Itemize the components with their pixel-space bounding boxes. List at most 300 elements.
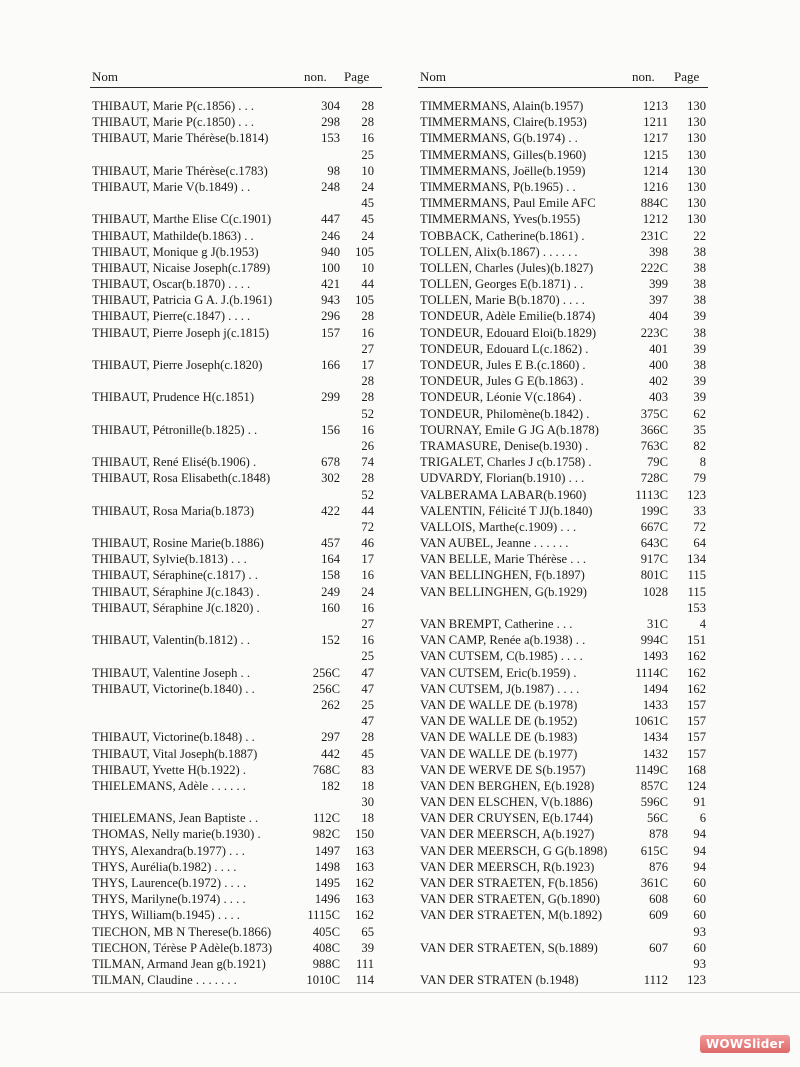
entry-number: 166: [321, 358, 340, 372]
entry-page: 47: [361, 714, 374, 729]
entry-number: 375C: [640, 406, 668, 421]
index-entry: [90, 859, 382, 875]
entry-number: 156: [321, 422, 340, 437]
entry-name: TIMMERMANS, Claire(b.1953): [420, 115, 587, 130]
entry-number: 304: [321, 99, 340, 113]
entry-page: 16: [361, 568, 374, 583]
entry-name: THIELEMANS, Jean Baptiste . .: [92, 811, 259, 826]
index-entry: [418, 260, 708, 276]
index-entry: [418, 826, 708, 842]
index-entry: [90, 616, 382, 632]
index-entry: [90, 211, 382, 227]
entry-number: 878: [649, 827, 668, 842]
entry-name: VAN DEN BERGHEN, E(b.1928): [420, 778, 595, 793]
entry-page: 157: [687, 730, 706, 745]
entry-name: VAN DE WALLE DE (b.1978): [420, 697, 578, 712]
entry-page: 60: [693, 876, 706, 890]
entry-page: 39: [693, 341, 706, 356]
entry-page: 47: [361, 681, 374, 696]
entry-name: THIBAUT, Sylvie(b.1813) . . .: [92, 552, 247, 567]
entry-number: 297: [321, 730, 340, 745]
entry-name: TIECHON, Térèse P Adèle(b.1873): [92, 940, 273, 955]
entry-number: 399: [649, 277, 668, 292]
header-name: Nom: [420, 69, 446, 84]
entry-name: THIELEMANS, Adèle . . . . . .: [92, 778, 246, 793]
index-entry: [418, 470, 708, 486]
entry-number: 442: [321, 746, 340, 761]
entry-page: 16: [361, 131, 374, 146]
index-entry: [90, 535, 382, 551]
entry-number: 79C: [647, 455, 668, 470]
entry-number: 164: [321, 552, 340, 567]
entry-name: VAN CAMP, Renée a(b.1938) . .: [420, 633, 586, 648]
entry-name: THIBAUT, Marie P(c.1856) . . .: [92, 99, 255, 113]
index-entry: [90, 519, 382, 535]
entry-page: 16: [361, 633, 374, 648]
index-entry: [90, 551, 382, 567]
index-entry: [418, 648, 708, 664]
entry-number: 940: [321, 244, 340, 259]
entry-number: 609: [649, 908, 668, 923]
entry-page: 168: [687, 762, 706, 777]
index-entry: [418, 308, 708, 324]
entry-number: 457: [321, 536, 340, 551]
index-entry: [418, 535, 708, 551]
entry-number: 31C: [647, 617, 668, 631]
entry-number: 397: [649, 293, 668, 308]
index-entry: [418, 114, 708, 130]
index-entry: [418, 487, 708, 503]
index-entry: [418, 810, 708, 826]
entry-page: 17: [361, 552, 374, 567]
entry-page: 151: [687, 633, 706, 648]
entry-number: 643C: [640, 536, 668, 551]
index-entry: [90, 98, 382, 114]
entry-page: 130: [687, 131, 706, 146]
entry-name: THYS, Marilyne(b.1974) . . . .: [92, 892, 246, 907]
entry-name: TONDEUR, Adèle Emilie(b.1874): [420, 309, 596, 324]
index-entry: [418, 325, 708, 341]
index-entry: [418, 357, 708, 373]
entry-page: 38: [693, 325, 706, 340]
entry-page: 153: [687, 600, 706, 615]
index-entry: [418, 341, 708, 357]
index-entry: [90, 956, 382, 972]
entry-name: THIBAUT, Pétronille(b.1825) . .: [92, 422, 258, 437]
entry-name: THIBAUT, Valentine Joseph . .: [92, 665, 250, 680]
entry-number: 1112: [643, 973, 668, 988]
entry-name: TONDEUR, Jules G E(b.1863) .: [420, 374, 584, 389]
entry-page: 162: [355, 876, 374, 890]
index-entry: [90, 195, 382, 211]
entry-name: VAN DER MEERSCH, A(b.1927): [420, 827, 595, 842]
entry-name: VAN DER STRAETEN, S(b.1889): [420, 940, 598, 955]
index-entry: [418, 163, 708, 179]
entry-name: THIBAUT, Rosine Marie(b.1886): [92, 536, 264, 551]
entry-name: TOLLEN, Charles (Jules)(b.1827): [420, 260, 594, 275]
entry-page: 130: [687, 115, 706, 130]
index-entry: [90, 697, 382, 713]
entry-name: VAN DER MEERSCH, R(b.1923): [420, 859, 595, 874]
entry-name: TONDEUR, Jules E B.(c.1860) .: [420, 358, 586, 372]
entry-name: TRIGALET, Charles J c(b.1758) .: [420, 455, 592, 470]
entry-name: VAN DER STRAETEN, F(b.1856): [420, 876, 598, 890]
index-entry: [90, 163, 382, 179]
entry-name: TOBBACK, Catherine(b.1861) .: [420, 228, 585, 243]
entry-page: 38: [693, 277, 706, 292]
index-entry: [418, 422, 708, 438]
index-entry: [90, 292, 382, 308]
entry-page: 44: [361, 503, 374, 518]
entry-name: THIBAUT, Patricia G A. J.(b.1961): [92, 293, 273, 308]
entry-number: 1215: [642, 147, 668, 162]
index-entry: [418, 940, 708, 956]
entry-number: 943: [321, 293, 340, 308]
entry-name: TIMMERMANS, P(b.1965) . .: [420, 179, 576, 194]
entry-page: 94: [693, 843, 706, 858]
entry-page: 60: [693, 892, 706, 907]
entry-number: 112C: [313, 811, 340, 826]
entry-name: THIBAUT, Pierre(c.1847) . . . .: [92, 309, 251, 324]
entry-number: 596C: [640, 795, 668, 810]
entry-page: 105: [355, 293, 374, 308]
entry-name: VALENTIN, Félicité T JJ(b.1840): [420, 503, 593, 518]
entry-page: 123: [687, 487, 706, 502]
entry-page: 114: [355, 973, 374, 988]
index-entry: [418, 794, 708, 810]
index-entry: [418, 98, 708, 114]
index-entry: [90, 972, 382, 988]
entry-name: THIBAUT, Marie P(c.1850) . . .: [92, 115, 255, 130]
entry-page: 72: [361, 519, 374, 534]
entry-page: 38: [693, 260, 706, 275]
entry-number: 801C: [640, 568, 668, 583]
entry-number: 917C: [640, 552, 668, 567]
entry-number: 1497: [314, 843, 340, 858]
entry-page: 39: [693, 390, 706, 405]
entry-page: 10: [361, 260, 374, 275]
entry-number: 1493: [642, 649, 668, 664]
index-entry: [90, 762, 382, 778]
entry-number: 199C: [640, 503, 668, 518]
entry-number: 153: [321, 131, 340, 146]
entry-number: 667C: [640, 519, 668, 534]
entry-name: TIMMERMANS, G(b.1974) . .: [420, 131, 578, 146]
entry-page: 18: [361, 778, 374, 793]
index-entry: [418, 616, 708, 632]
entry-page: 157: [687, 746, 706, 761]
index-entry: [418, 907, 708, 923]
entry-page: 35: [693, 422, 706, 437]
index-entry: [418, 228, 708, 244]
entry-page: 83: [361, 762, 374, 777]
index-entry: [418, 292, 708, 308]
entry-name: VALBERAMA LABAR(b.1960): [420, 487, 587, 502]
index-entry: [90, 843, 382, 859]
entry-page: 52: [361, 406, 374, 421]
entry-page: 130: [687, 147, 706, 162]
index-entry: [90, 810, 382, 826]
entry-name: THIBAUT, Marie Thérèse(c.1783): [92, 163, 268, 178]
index-entry: [418, 632, 708, 648]
entry-page: 162: [687, 665, 706, 680]
entry-number: 768C: [312, 762, 340, 777]
entry-page: 28: [361, 730, 374, 745]
index-rows: [90, 88, 382, 988]
entry-page: 46: [361, 536, 374, 551]
entry-page: 162: [687, 649, 706, 664]
entry-page: 157: [687, 714, 706, 729]
entry-page: 93: [693, 956, 706, 971]
entry-number: 299: [321, 390, 340, 405]
entry-number: 157: [321, 325, 340, 340]
index-entry: [90, 584, 382, 600]
entry-name: THIBAUT, Rosa Maria(b.1873): [92, 503, 255, 518]
entry-name: TOURNAY, Emile G JG A(b.1878): [420, 422, 599, 437]
index-entry: [90, 470, 382, 486]
index-entry: [418, 389, 708, 405]
entry-name: THIBAUT, Mathilde(b.1863) . .: [92, 228, 254, 243]
index-entry: [90, 794, 382, 810]
entry-name: TIECHON, MB N Therese(b.1866): [92, 924, 272, 939]
entry-number: 404: [649, 309, 668, 324]
entry-name: TRAMASURE, Denise(b.1930) .: [420, 438, 589, 453]
index-entry: [418, 713, 708, 729]
column-header: [90, 68, 382, 88]
entry-page: 130: [687, 196, 706, 211]
entry-name: VAN BELLE, Marie Thérèse . . .: [420, 552, 587, 567]
entry-page: 162: [355, 908, 374, 923]
index-entry: [418, 697, 708, 713]
entry-number: 56C: [647, 811, 668, 826]
index-entry: [90, 260, 382, 276]
entry-page: 39: [361, 940, 374, 955]
entry-page: 25: [361, 649, 374, 664]
entry-number: 1432: [642, 746, 668, 761]
index-entry: [90, 826, 382, 842]
entry-page: 28: [361, 374, 374, 389]
index-entry: [90, 179, 382, 195]
index-entry: [418, 567, 708, 583]
entry-number: 246: [321, 228, 340, 243]
index-entry: [90, 648, 382, 664]
entry-page: 62: [693, 406, 706, 421]
entry-number: 678: [321, 455, 340, 470]
index-entry: [90, 746, 382, 762]
entry-page: 94: [693, 859, 706, 874]
index-column-left: [90, 68, 382, 988]
header-name: Nom: [92, 69, 118, 84]
index-entry: [90, 422, 382, 438]
entry-page: 157: [687, 697, 706, 712]
index-entry: [90, 147, 382, 163]
index-entry: [90, 665, 382, 681]
index-entry: [90, 940, 382, 956]
index-entry: [90, 907, 382, 923]
entry-name: THIBAUT, Marthe Elise C(c.1901): [92, 212, 272, 227]
entry-name: VAN DER STRATEN (b.1948): [420, 973, 579, 988]
entry-number: 1494: [642, 681, 668, 696]
entry-number: 222C: [640, 260, 668, 275]
entry-number: 152: [321, 633, 340, 648]
entry-number: 398: [649, 244, 668, 259]
entry-page: 82: [693, 438, 706, 453]
entry-number: 158: [321, 568, 340, 583]
entry-number: 608: [649, 892, 668, 907]
entry-name: THIBAUT, Marie V(b.1849) . .: [92, 179, 251, 194]
entry-name: VAN AUBEL, Jeanne . . . . . .: [420, 536, 569, 551]
entry-name: THYS, Laurence(b.1972) . . . .: [92, 876, 247, 890]
entry-page: 45: [361, 212, 374, 227]
entry-number: 1213: [642, 99, 668, 113]
entry-name: TONDEUR, Léonie V(c.1864) .: [420, 390, 582, 405]
entry-name: TIMMERMANS, Paul Emile AFC: [420, 196, 596, 211]
header-number: non.: [304, 69, 327, 84]
entry-number: 1211: [643, 115, 668, 130]
entry-page: 60: [693, 940, 706, 955]
index-entry: [418, 130, 708, 146]
column-header: [418, 68, 708, 88]
entry-name: THOMAS, Nelly marie(b.1930) .: [92, 827, 261, 842]
index-entry: [90, 325, 382, 341]
entry-number: 401: [649, 341, 668, 356]
index-entry: [90, 114, 382, 130]
entry-page: 130: [687, 163, 706, 178]
index-entry: [418, 924, 708, 940]
entry-page: 28: [361, 390, 374, 405]
entry-name: THIBAUT, Séraphine J(c.1843) .: [92, 584, 260, 599]
entry-name: VAN CUTSEM, J(b.1987) . . . .: [420, 681, 580, 696]
entry-name: VAN DER CRUYSEN, E(b.1744): [420, 811, 593, 826]
entry-page: 22: [693, 228, 706, 243]
entry-name: TILMAN, Claudine . . . . . . .: [92, 973, 237, 988]
entry-number: 982C: [312, 827, 340, 842]
entry-name: THIBAUT, Victorine(b.1848) . .: [92, 730, 255, 745]
entry-number: 231C: [640, 228, 668, 243]
entry-number: 884C: [640, 196, 668, 211]
entry-page: 39: [693, 309, 706, 324]
entry-name: THIBAUT, Séraphine(c.1817) . .: [92, 568, 258, 583]
entry-number: 728C: [640, 471, 668, 486]
entry-number: 1217: [642, 131, 668, 146]
index-entry: [418, 211, 708, 227]
index-entry: [418, 438, 708, 454]
index-entry: [418, 956, 708, 972]
entry-number: 249: [321, 584, 340, 599]
entry-number: 1212: [642, 212, 668, 227]
entry-name: TIMMERMANS, Yves(b.1955): [420, 212, 581, 227]
entry-page: 25: [361, 697, 374, 712]
entry-name: THIBAUT, Vital Joseph(b.1887): [92, 746, 258, 761]
entry-page: 47: [361, 665, 374, 680]
entry-name: TOLLEN, Alix(b.1867) . . . . . .: [420, 244, 578, 259]
entry-page: 130: [687, 99, 706, 113]
index-entry: [418, 762, 708, 778]
entry-page: 28: [361, 471, 374, 486]
index-entry: [418, 406, 708, 422]
index-entry: [418, 729, 708, 745]
index-entry: [418, 778, 708, 794]
index-entry: [90, 503, 382, 519]
index-entry: [90, 438, 382, 454]
entry-number: 98: [327, 163, 340, 178]
entry-page: 18: [361, 811, 374, 826]
index-entry: [90, 681, 382, 697]
index-entry: [418, 859, 708, 875]
entry-page: 38: [693, 358, 706, 372]
entry-name: VALLOIS, Marthe(c.1909) . . .: [420, 519, 577, 534]
entry-number: 1216: [642, 179, 668, 194]
entry-page: 33: [693, 503, 706, 518]
index-entry: [418, 503, 708, 519]
entry-page: 24: [361, 584, 374, 599]
entry-name: TONDEUR, Edouard Eloi(b.1829): [420, 325, 597, 340]
index-entry: [90, 729, 382, 745]
index-entry: [90, 244, 382, 260]
entry-page: 74: [361, 455, 374, 470]
index-entry: [418, 600, 708, 616]
entry-page: 30: [361, 795, 374, 810]
entry-name: VAN CUTSEM, Eric(b.1959) .: [420, 665, 577, 680]
index-entry: [90, 632, 382, 648]
index-rows: [418, 88, 708, 988]
entry-number: 1214: [642, 163, 668, 178]
page-bottom-edge: [0, 992, 800, 993]
entry-number: 1496: [314, 892, 340, 907]
entry-name: VAN DEN ELSCHEN, V(b.1886): [420, 795, 593, 810]
entry-name: THYS, Aurélia(b.1982) . . . .: [92, 859, 237, 874]
entry-page: 27: [361, 617, 374, 631]
header-number: non.: [632, 69, 655, 84]
entry-name: VAN DER STRAETEN, M(b.1892): [420, 908, 603, 923]
entry-number: 160: [321, 600, 340, 615]
entry-page: 16: [361, 600, 374, 615]
entry-number: 262: [321, 697, 340, 712]
entry-page: 79: [693, 471, 706, 486]
index-entry: [90, 454, 382, 470]
entry-number: 988C: [312, 956, 340, 971]
entry-page: 26: [361, 438, 374, 453]
entry-number: 607: [649, 940, 668, 955]
index-entry: [90, 567, 382, 583]
entry-page: 130: [687, 212, 706, 227]
entry-number: 403: [649, 390, 668, 405]
entry-name: VAN DE WALLE DE (b.1983): [420, 730, 578, 745]
entry-number: 298: [321, 115, 340, 130]
entry-name: VAN DE WERVE DE S(b.1957): [420, 762, 586, 777]
entry-name: THIBAUT, Prudence H(c.1851): [92, 390, 255, 405]
index-entry: [418, 875, 708, 891]
entry-number: 857C: [640, 778, 668, 793]
entry-number: 402: [649, 374, 668, 389]
entry-name: THIBAUT, Yvette H(b.1922) .: [92, 762, 247, 777]
entry-page: 105: [355, 244, 374, 259]
entry-page: 124: [687, 778, 706, 793]
index-entry: [90, 373, 382, 389]
entry-page: 39: [693, 374, 706, 389]
entry-name: THIBAUT, Monique g J(b.1953): [92, 244, 259, 259]
entry-number: 421: [321, 277, 340, 292]
index-entry: [418, 195, 708, 211]
entry-page: 52: [361, 487, 374, 502]
entry-number: 302: [321, 471, 340, 486]
entry-number: 182: [321, 778, 340, 793]
entry-number: 1498: [314, 859, 340, 874]
entry-page: 8: [699, 455, 706, 470]
entry-name: TOLLEN, Georges E(b.1871) . .: [420, 277, 584, 292]
entry-page: 60: [693, 908, 706, 923]
entry-number: 361C: [640, 876, 668, 890]
